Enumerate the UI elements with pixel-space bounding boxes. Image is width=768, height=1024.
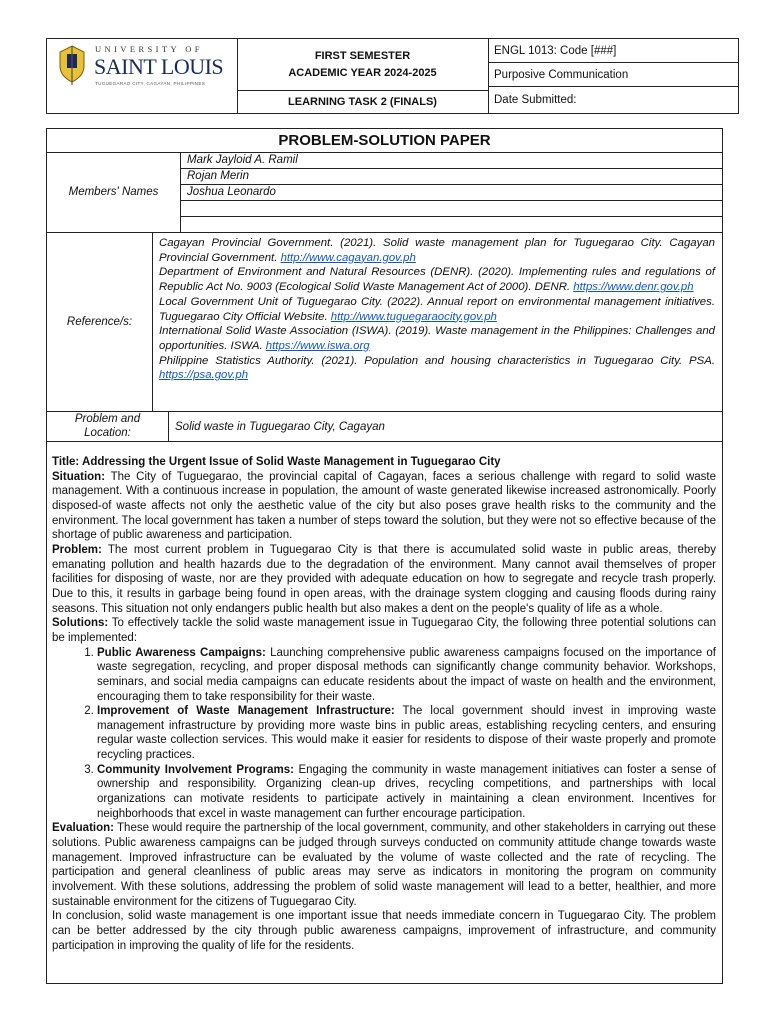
logo-line2: SAINT LOUIS <box>94 54 224 79</box>
date-submitted: Date Submitted: <box>494 94 577 106</box>
paper-body <box>47 442 722 953</box>
conclusion-paragraph: In conclusion, solid waste management is one important issue that needs immediate concern in Tuguegarao City. The problem can be better addressed by the city through public awareness campaigns, improvement of infrastructure, and community participation in improving the quality of life for the residents. <box>52 910 716 952</box>
members-label: Members' Names <box>47 153 181 232</box>
reference-link[interactable]: http://www.tuguegaraocity.gov.ph <box>330 310 497 323</box>
solutions-list <box>52 646 716 822</box>
reference-item: Local Government Unit of Tuguegarao City. (2022). Annual report on environmental management initiatives. Tuguegarao City Official Website. http://www.tuguegaraocity.gov.ph <box>159 295 715 323</box>
solutions-paragraph: Solutions: To effectively tackle the solid waste management issue in Tuguegarao City, the following three potential solutions can be implemented: <box>52 617 716 644</box>
problem-location: Solid waste in Tuguegarao City, Cagayan <box>175 420 385 433</box>
seal-icon <box>57 44 87 86</box>
course-name: Purposive Communication <box>488 63 738 87</box>
reference-link[interactable]: https://www.denr.gov.ph <box>573 281 694 294</box>
header-table <box>46 38 739 114</box>
logo-line3: TUGUEGARAO CITY, CAGAYAN, PHILIPPINES <box>95 81 206 86</box>
evaluation-paragraph: Evaluation: These would require the partnership of the local government, community, and other stakeholders in carrying out these solutions. Public awareness campaigns can be judged through surveys conducted on community attitude change towards waste management. Improved infrastructure can be evaluated by the volume of waste collected and the rate of recycling. The participation and general cleanliness of public areas may serve as indicators in monitoring the program on community involvement. With these solutions, addressing the problem of solid waste management will lead to a better, healthier, and more sustainable environment for the citizens of Tuguegarao City. <box>52 822 716 908</box>
reference-item: Cagayan Provincial Government. (2021). Solid waste management plan for Tuguegarao City. Cagayan Provincial Government. http://www.cagayan.gov.ph <box>159 237 715 264</box>
reference-item: International Solid Waste Association (ISWA). (2019). Waste management in the Philippines: Challenges and opportunities. ISWA. https://www.iswa.org <box>159 325 715 352</box>
solution-item: 3. Community Involvement Programs: Engaging the community in waste management initiatives can foster a sense of ownership and responsibility. Organizing clean-up drives, recycling competitions, and partnerships with local organizations can motivate residents to participate actively in maintaining a clean environment. Incentives for neighborhoods that excel in waste management can further encourage participation. <box>97 763 716 822</box>
member-name <box>181 217 722 233</box>
body-title: Title: Addressing the Urgent Issue of Solid Waste Management in Tuguegarao City <box>52 456 501 468</box>
problem-paragraph: Problem: The most current problem in Tuguegarao City is that there is accumulated solid waste in public areas, thereby emanating pollution and health hazards due to the degradation of the environment. Many cannot avail themselves of proper facilities for disposing of waste, nor are they provided with adequate education on how to segregate and recycle trash properly. Due to this, it results in garbage being found in open areas, with the drainage system clogging and causing floods during rainy seasons. This situation not only endangers public health but also makes a dent on the people's quality of life as a whole. <box>52 543 716 615</box>
solution-item: 1. Public Awareness Campaigns: Launching comprehensive public awareness campaigns focused on the importance of waste segregation, recycling, and proper disposal methods can significantly change community behavior. Workshops, seminars, and social media campaigns can educate residents about the impact of waste on health and the environment, encouraging them to take responsibility for their waste. <box>97 646 716 705</box>
reference-link[interactable]: http://www.cagayan.gov.ph <box>280 251 416 264</box>
learning-task: LEARNING TASK 2 (FINALS) <box>288 96 437 108</box>
academic-year: ACADEMIC YEAR 2024-2025 <box>288 66 437 79</box>
problem-location-label: Problem and Location: <box>47 412 169 441</box>
paper-table <box>46 128 723 984</box>
reference-item: Philippine Statistics Authority. (2021). Population and housing characteristics in Tuguegarao City. PSA. https://psa.gov.ph <box>159 354 715 382</box>
member-name: Mark Jayloid A. Ramil <box>181 153 722 169</box>
reference-item: Department of Environment and Natural Resources (DENR). (2020). Implementing rules and regulations of Republic Act No. 9003 (Ecological Solid Waste Management Act of 2000). DENR. https://www.denr.gov.ph <box>159 266 715 294</box>
situation-paragraph: Situation: The City of Tuguegarao, the provincial capital of Cagayan, faces a serious challenge with regard to solid waste management. With a continuous increase in population, the amount of waste generated likewise increased astronomically. Poorly disposed-of waste affects not only the aesthetic value of the city but also poses grave health risks to the community and the environment. The local government has taken a number of steps toward the solution, but they were not so effective because of the shortage of public awareness and participation. <box>52 470 716 542</box>
references-label: Reference/s: <box>47 233 153 411</box>
references-list <box>153 233 722 411</box>
university-logo <box>47 39 238 113</box>
reference-link[interactable]: https://www.iswa.org <box>265 339 370 352</box>
solution-item: 2. Improvement of Waste Management Infrastructure: The local government should invest in improving waste management infrastructure by providing more waste bins in public areas, establishing recycling centers, and ensuring regular waste collection services. This would make it easier for residents to dispose of their waste properly and promote recycling practices. <box>97 704 716 763</box>
member-name: Joshua Leonardo <box>181 185 722 201</box>
member-name: Rojan Merin <box>181 169 722 185</box>
logo-line1: UNIVERSITY OF <box>95 44 203 54</box>
semester: FIRST SEMESTER <box>314 49 411 62</box>
course-code: ENGL 1013: Code [###] <box>488 39 738 63</box>
member-name <box>181 201 722 217</box>
paper-title: PROBLEM-SOLUTION PAPER <box>47 129 722 153</box>
reference-link[interactable]: https://psa.gov.ph <box>159 369 249 382</box>
